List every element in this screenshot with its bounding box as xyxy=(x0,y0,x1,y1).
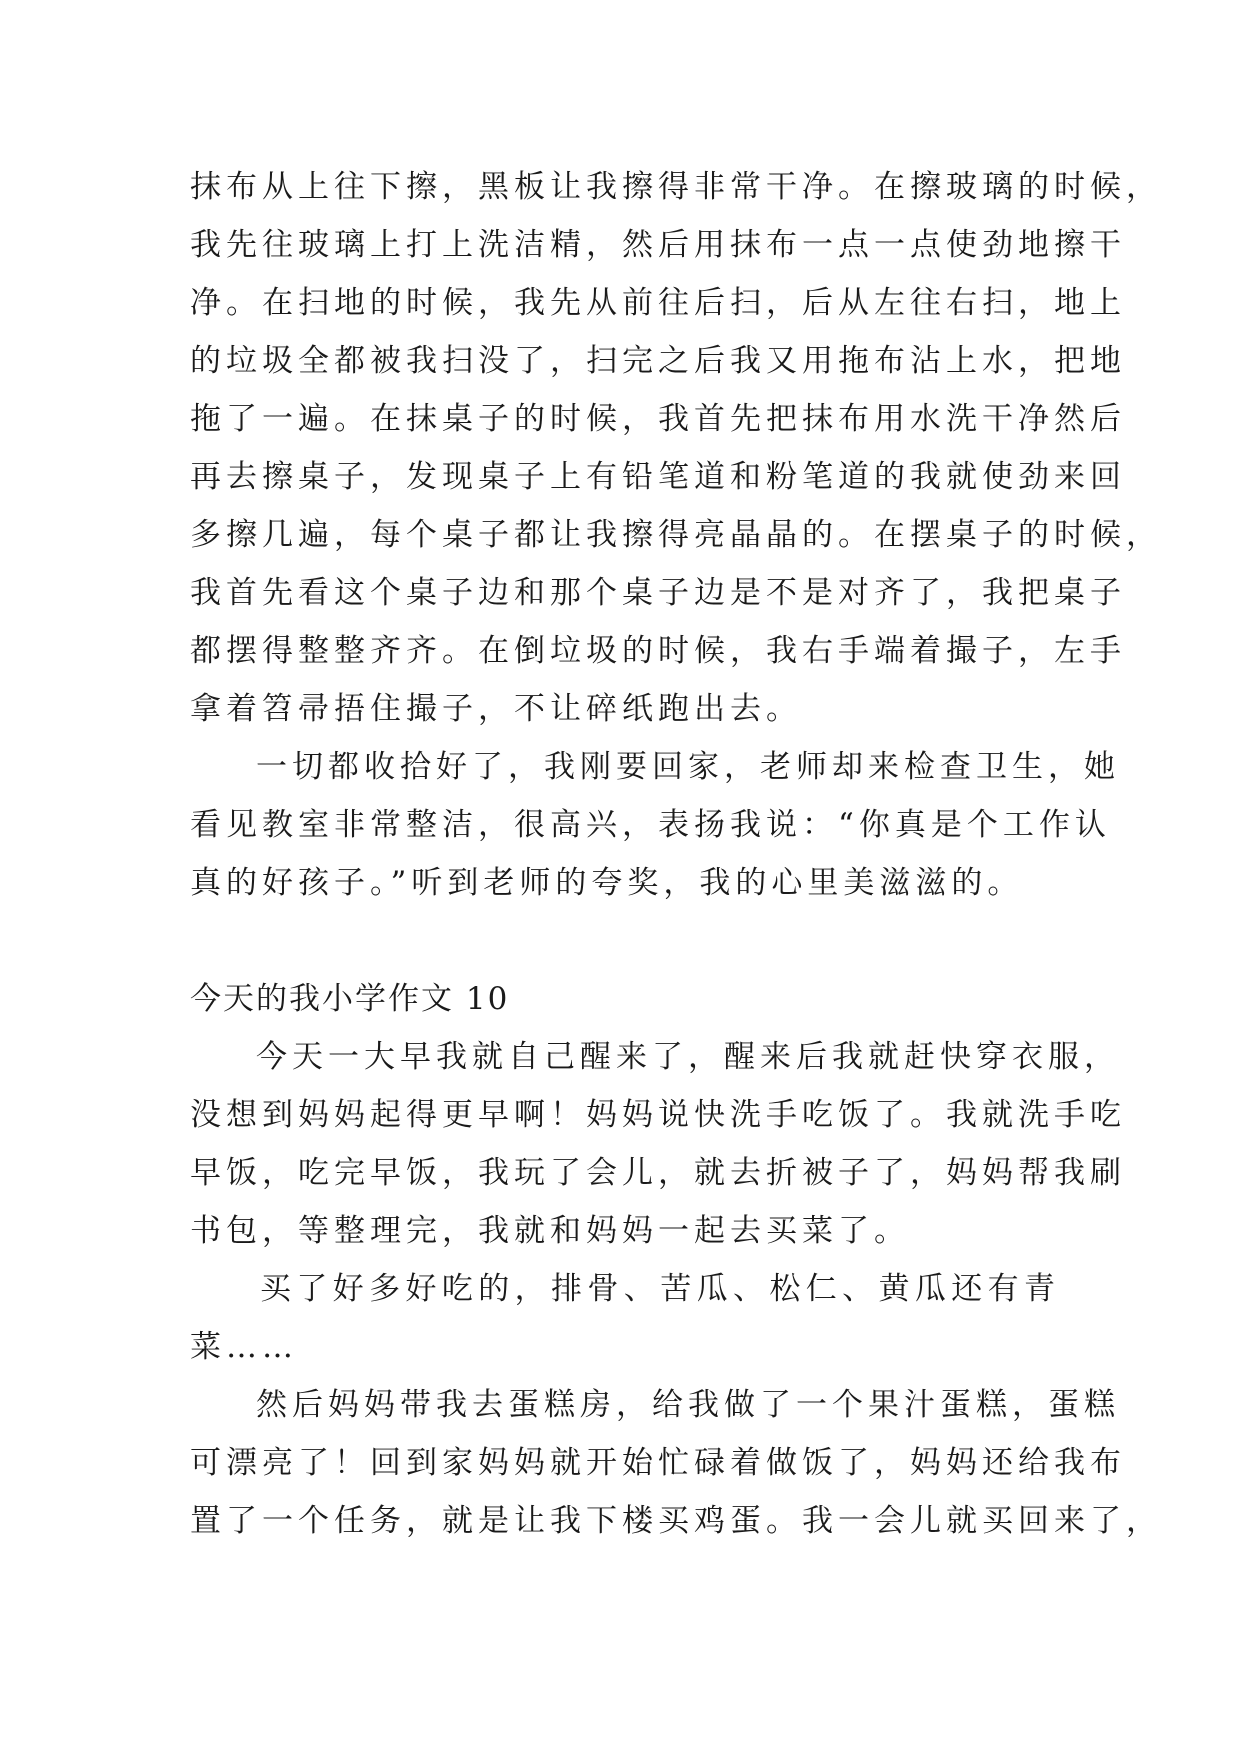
text-line: 都摆得整整齐齐。在倒垃圾的时候，我右手端着撮子，左手 xyxy=(190,633,1126,669)
text-line: 菜…… xyxy=(190,1329,298,1365)
paragraph-morning xyxy=(190,1028,1126,1260)
document-body xyxy=(190,158,1162,1550)
paragraph-shopping xyxy=(190,1260,1060,1376)
text-line: 早饭，吃完早饭，我玩了会儿，就去折被子了，妈妈帮我刷 xyxy=(190,1155,1126,1191)
text-line: 再去擦桌子，发现桌子上有铅笔道和粉笔道的我就使劲来回 xyxy=(190,459,1126,495)
text-line: 可漂亮了！回到家妈妈就开始忙碌着做饭了，妈妈还给我布 xyxy=(190,1445,1126,1481)
text-line: 我首先看这个桌子边和那个桌子边是不是对齐了，我把桌子 xyxy=(190,575,1126,611)
paragraph-cake xyxy=(190,1376,1162,1550)
text-line: 看见教室非常整洁，很高兴，表扬我说：“你真是个工作认 xyxy=(190,807,1111,843)
text-line: 今天一大早我就自己醒来了，醒来后我就赶快穿衣服， xyxy=(256,1039,1120,1075)
text-line: 拖了一遍。在抹桌子的时候，我首先把抹布用水洗干净然后 xyxy=(190,401,1126,437)
text-line: 没想到妈妈起得更早啊！妈妈说快洗手吃饭了。我就洗手吃 xyxy=(190,1097,1126,1133)
text-line: 一切都收拾好了，我刚要回家，老师却来检查卫生，她 xyxy=(256,749,1120,785)
text-line: 书包，等整理完，我就和妈妈一起去买菜了。 xyxy=(190,1213,910,1249)
text-line: 置了一个任务，就是让我下楼买鸡蛋。我一会儿就买回来了， xyxy=(190,1503,1162,1539)
text-line: 净。在扫地的时候，我先从前往后扫，后从左往右扫，地上 xyxy=(190,285,1126,321)
text-line: 拿着笤帚捂住撮子，不让碎纸跑出去。 xyxy=(190,691,802,727)
text-line: 真的好孩子。”听到老师的夸奖，我的心里美滋滋的。 xyxy=(190,865,1024,901)
essay-heading: 今天的我小学作文 10 xyxy=(190,981,510,1017)
text-line: 然后妈妈带我去蛋糕房，给我做了一个果汁蛋糕，蛋糕 xyxy=(256,1387,1120,1423)
text-line: 多擦几遍，每个桌子都让我擦得亮晶晶的。在摆桌子的时候， xyxy=(190,517,1162,553)
text-line: 的垃圾全都被我扫没了，扫完之后我又用拖布沾上水，把地 xyxy=(190,343,1126,379)
text-line: 我先往玻璃上打上洗洁精，然后用抹布一点一点使劲地擦干 xyxy=(190,227,1126,263)
text-line: 买了好多好吃的，排骨、苦瓜、松仁、黄瓜还有青 xyxy=(260,1271,1060,1307)
paragraph-teacher-praise xyxy=(190,738,1120,912)
paragraph-cleaning-continued xyxy=(190,158,1162,738)
text-line: 抹布从上往下擦，黑板让我擦得非常干净。在擦玻璃的时候， xyxy=(190,169,1162,205)
